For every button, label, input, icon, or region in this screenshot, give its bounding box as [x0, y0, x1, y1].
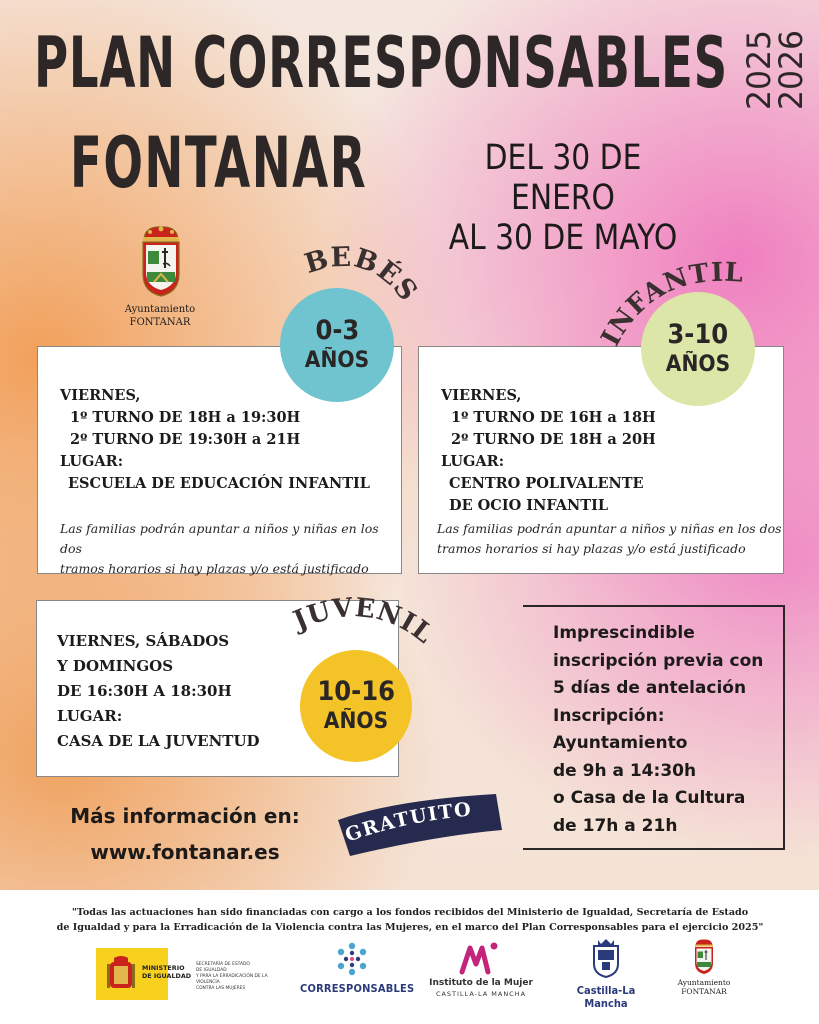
ministerio-sub1: SECRETARÍA DE ESTADO — [196, 962, 250, 967]
funding-disclaimer — [40, 905, 780, 935]
infantil-label: INFANTIL — [595, 257, 745, 352]
juvenil-age-unit: AÑOS — [323, 709, 389, 734]
year-end: 2026 — [772, 28, 810, 110]
ministerio-line1: MINISTERIO — [142, 964, 185, 972]
infantil-note-line1: Las familias podrán apuntar a niños y niñas en los dos — [437, 521, 782, 536]
infantil-age-range: 3-10 — [667, 319, 729, 350]
instituto-line2: CASTILLA-LA MANCHA — [435, 990, 527, 998]
instituto-name — [428, 978, 534, 1000]
disclaimer-line2: de Igualdad y para la Erradicación de la Violencia contra las Mujeres, en el marco del Plan Corresponsables para el ejercicio 2025" — [56, 922, 764, 933]
ministerio-sub3: Y PARA LA ERRADICACIÓN DE LA VIOLENCIA — [196, 974, 268, 985]
registration-line: o Casa de la Cultura — [553, 788, 746, 808]
registration-line: inscripción previa con — [553, 650, 764, 671]
bebes-label: BEBÉS — [301, 241, 424, 308]
corresponsables-icon — [332, 940, 372, 978]
more-info-label: Más información en: — [70, 804, 300, 828]
infantil-place-line1: CENTRO POLIVALENTE — [449, 475, 644, 492]
svg-text:JUVENIL — [287, 593, 439, 650]
website-link[interactable]: www.fontanar.es — [90, 840, 280, 864]
infantil-label-arc — [595, 244, 778, 354]
svg-text:INFANTIL — [596, 258, 745, 352]
registration-info — [553, 620, 763, 840]
ayto-line1: Ayuntamiento — [677, 978, 731, 987]
ministerio-name — [142, 964, 191, 980]
town-crest-icon — [138, 224, 184, 300]
castilla-la-mancha-logo — [556, 938, 656, 1010]
instituto-m-icon — [458, 940, 502, 976]
crest-caption — [110, 303, 210, 329]
bebes-day: VIERNES, — [60, 387, 141, 404]
registration-line: Inscripción: — [553, 705, 665, 726]
ayto-line2: FONTANAR — [681, 987, 727, 996]
ministerio-sub2: DE IGUALDAD — [196, 968, 227, 973]
juvenil-age-range: 10-16 — [317, 676, 395, 707]
bebes-place-label: LUGAR: — [60, 453, 124, 470]
spain-coat-icon — [106, 954, 136, 994]
corresponsables-label: CORRESPONSABLES — [300, 982, 415, 995]
bebes-note-line2: tramos horarios si hay plazas y/o está justificado — [60, 561, 369, 576]
bebes-age-unit: AÑOS — [304, 348, 370, 373]
infantil-place-line2: DE OCIO INFANTIL — [449, 497, 609, 514]
bebes-schedule — [60, 385, 370, 495]
registration-line: Imprescindible — [553, 623, 695, 643]
more-info — [40, 798, 330, 870]
juvenil-days-line1: VIERNES, SÁBADOS — [57, 632, 230, 650]
bebes-note — [60, 519, 401, 579]
infantil-schedule — [441, 385, 656, 517]
bebes-place: ESCUELA DE EDUCACIÓN INFANTIL — [68, 475, 371, 492]
ministerio-secretaria — [196, 962, 286, 992]
ministerio-sub4: CONTRA LAS MUJERES — [196, 986, 246, 991]
infantil-age-unit: AÑOS — [665, 352, 731, 377]
date-line-2: AL 30 DE MAYO — [448, 218, 678, 258]
svg-text:BEBÉS — [301, 242, 424, 308]
ayuntamiento-footer-caption — [672, 978, 736, 996]
juvenil-label: JUVENIL — [289, 592, 439, 651]
juvenil-place-label: LUGAR: — [57, 707, 123, 725]
bebes-note-line1: Las familias podrán apuntar a niños y niñas en los dos — [60, 521, 379, 556]
infantil-turn-2: 2º TURNO DE 18H a 20H — [451, 431, 656, 448]
town-title: FONTANAR — [70, 122, 368, 204]
free-badge — [334, 790, 506, 860]
juvenil-time: DE 16:30H A 18:30H — [57, 682, 232, 700]
bebes-turn-2: 2º TURNO DE 19:30H a 21H — [70, 431, 301, 448]
infantil-turn-1: 1º TURNO DE 16H a 18H — [451, 409, 656, 426]
crest-caption-line1: Ayuntamiento — [124, 304, 196, 315]
bebes-age-range: 0-3 — [315, 315, 359, 346]
bebes-turn-1: 1º TURNO DE 18H a 19:30H — [70, 409, 301, 426]
year-start: 2025 — [740, 28, 778, 110]
infantil-note-line2: tramos horarios si hay plazas y/o está justificado — [437, 541, 746, 556]
juvenil-label-arc — [290, 590, 460, 680]
infantil-note — [437, 519, 782, 559]
juvenil-schedule — [57, 629, 260, 754]
year-range — [736, 28, 810, 110]
crest-caption-line2: FONTANAR — [129, 317, 191, 328]
instituto-line1: Instituto de la Mujer — [429, 978, 533, 988]
corresponsables-logo — [300, 940, 415, 1000]
juvenil-place: CASA DE LA JUVENTUD — [57, 732, 260, 750]
registration-line: de 9h a 14:30h — [553, 760, 697, 781]
date-range — [444, 138, 682, 258]
ministerio-line2: DE IGUALDAD — [142, 972, 192, 980]
fontanar-crest-icon — [690, 938, 718, 976]
ayuntamiento-footer-logo — [672, 938, 736, 1002]
castilla-label: Castilla-La Mancha — [576, 984, 636, 1010]
date-line-1: DEL 30 DE ENERO — [484, 138, 642, 218]
free-badge-text: GRATUITO — [342, 798, 474, 847]
instituto-mujer-logo — [428, 940, 534, 1000]
castilla-crest-icon — [592, 938, 620, 978]
registration-line: 5 días de antelación — [553, 678, 747, 698]
ministerio-logo — [96, 948, 286, 1000]
main-title: PLAN CORRESPONSABLES — [34, 22, 728, 104]
infantil-place-label: LUGAR: — [441, 453, 505, 470]
infantil-day: VIERNES, — [441, 387, 522, 404]
bebes-label-arc — [270, 240, 430, 350]
registration-line: Ayuntamiento — [553, 733, 688, 753]
juvenil-days-line2: Y DOMINGOS — [57, 657, 174, 675]
registration-line: de 17h a 21h — [553, 815, 678, 836]
disclaimer-line1: "Todas las actuaciones han sido financiadas con cargo a los fondos recibidos del Ministerio de Igualdad, Secretaría de Estado — [71, 907, 749, 918]
